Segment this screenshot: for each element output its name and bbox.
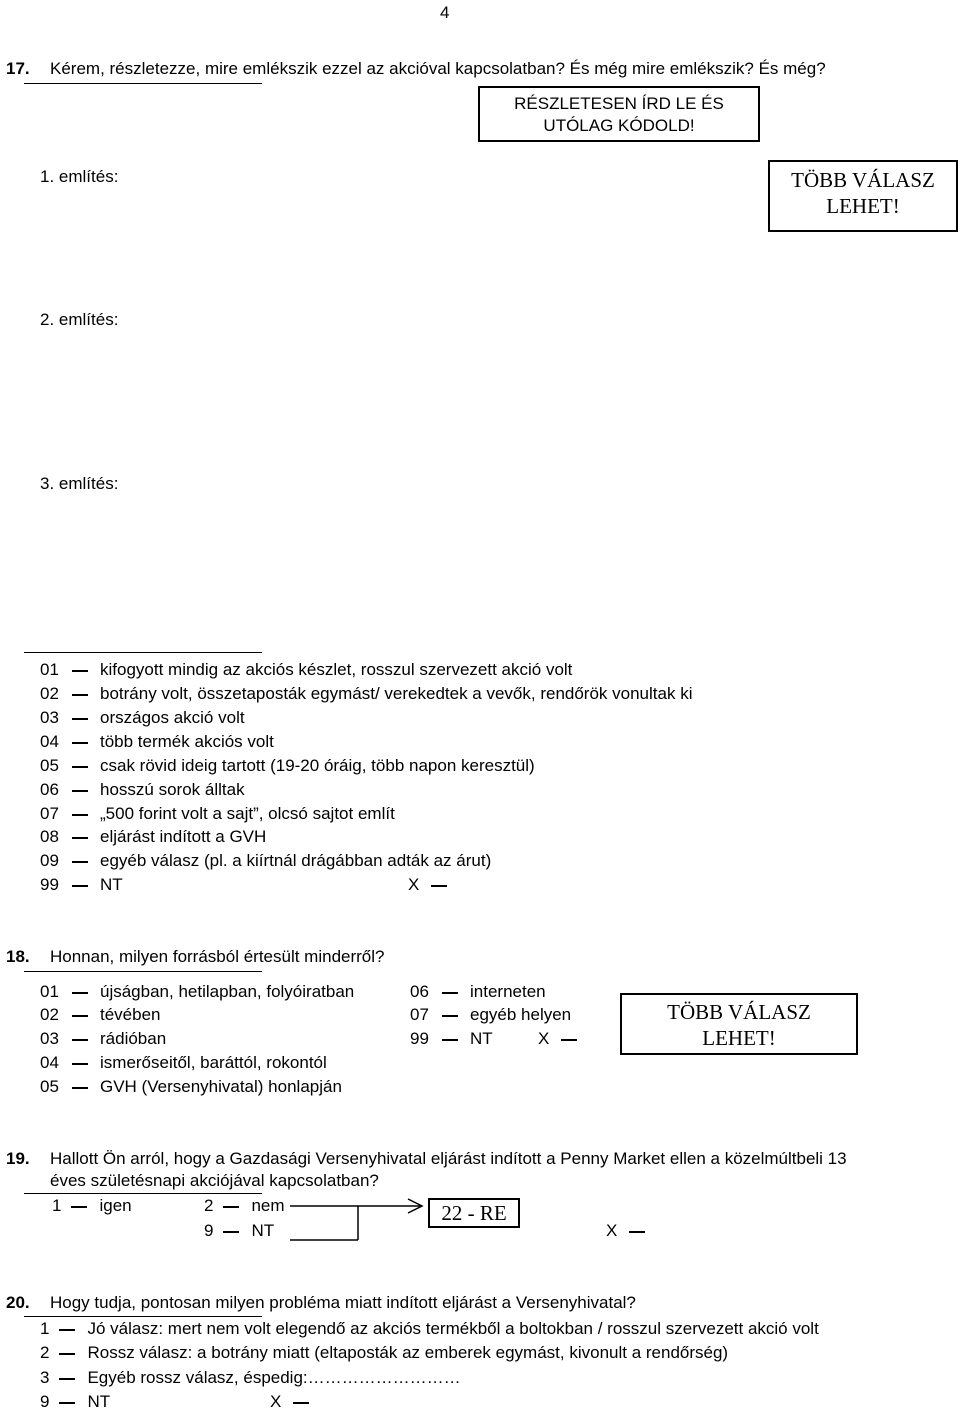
q17-instruction-line1: RÉSZLETESEN ÍRD LE ÉS — [514, 94, 724, 113]
dash-mark — [72, 718, 88, 720]
list-item: 01 kifogyott mindig az akciós készlet, rosszul szervezett akció volt — [40, 660, 573, 679]
q17-x-mark: X — [408, 876, 459, 893]
list-item: 01 újságban, hetilapban, folyóiratban — [40, 982, 355, 1001]
dash-mark — [442, 992, 458, 994]
q17-question: Kérem, részletezze, mire emlékszik ezzel az akcióval kapcsolatban? És még mire emlékszik? És még? — [50, 59, 826, 78]
dash-mark — [442, 1039, 458, 1041]
dash-mark — [72, 670, 88, 672]
skip-arrow-icon — [290, 1196, 430, 1246]
list-item: 07 egyéb helyen — [410, 1005, 572, 1024]
dash-mark — [629, 1231, 645, 1233]
dash-mark — [72, 814, 88, 816]
q19-x-mark: X — [606, 1222, 657, 1239]
list-item: 9 NT — [40, 1392, 111, 1411]
dash-mark — [72, 1087, 88, 1089]
list-item: 07 „500 forint volt a sajt”, olcsó sajtot említ — [40, 804, 395, 823]
dash-mark — [293, 1402, 309, 1404]
page-number: 4 — [440, 3, 450, 22]
list-item: 03 országos akció volt — [40, 708, 245, 727]
q19-option-nt: 9 NT — [204, 1221, 275, 1240]
q20-x-mark: X — [270, 1393, 321, 1410]
list-item: 06 hosszú sorok álltak — [40, 780, 245, 799]
dash-mark — [72, 766, 88, 768]
q19-underline — [24, 1193, 262, 1194]
dash-mark — [59, 1353, 75, 1355]
list-item: 1 Jó válasz: mert nem volt elegendő az akciós termékből a boltokban / rosszul szervezett akció volt — [40, 1319, 819, 1338]
dash-mark — [59, 1329, 75, 1331]
dash-mark — [72, 837, 88, 839]
q20-underline — [24, 1316, 262, 1317]
list-item: 02 botrány volt, összetaposták egymást/ verekedtek a vevők, rendőrök vonultak ki — [40, 684, 693, 703]
list-item: 05 csak rövid ideig tartott (19-20 óráig, több napon keresztül) — [40, 756, 535, 775]
mention-1-label: 1. említés: — [40, 167, 119, 186]
q17-underline — [24, 83, 262, 84]
dash-mark — [71, 1206, 87, 1208]
q17-answer-line — [24, 652, 262, 653]
dash-mark — [72, 1063, 88, 1065]
dash-mark — [442, 1015, 458, 1017]
dash-mark — [59, 1378, 75, 1380]
dash-mark — [72, 1039, 88, 1041]
dash-mark — [72, 885, 88, 887]
q19-option-yes: 1 igen — [52, 1196, 132, 1215]
dash-mark — [59, 1402, 75, 1404]
list-item: 06 interneten — [410, 982, 546, 1001]
q17-instruction-line2: UTÓLAG KÓDOLD! — [543, 116, 695, 135]
list-item: 2 Rossz válasz: a botrány miatt (eltaposták az emberek egymást, kivonult a rendőrség) — [40, 1343, 729, 1362]
q19-question-line1: Hallott Ön arról, hogy a Gazdasági Versenyhivatal eljárást indított a Penny Market ellen a közelmúltbeli 13 — [50, 1149, 847, 1168]
q18-x-mark: X — [538, 1030, 589, 1047]
list-item: 09 egyéb válasz (pl. a kiírtnál drágábban adták az árut) — [40, 851, 492, 870]
dash-mark — [72, 790, 88, 792]
q19-question-line2: éves születésnapi akciójával kapcsolatban? — [50, 1171, 379, 1190]
list-item: 04 ismerőseitől, baráttól, rokontól — [40, 1053, 327, 1072]
dash-mark — [72, 861, 88, 863]
list-item: 03 rádióban — [40, 1029, 167, 1048]
q20-number: 20. — [6, 1293, 30, 1312]
dash-mark — [72, 694, 88, 696]
list-item: 08 eljárást indított a GVH — [40, 827, 267, 846]
q18-question: Honnan, milyen forrásból értesült minderről? — [50, 947, 385, 966]
q17-multi-line2: LEHET! — [826, 194, 900, 218]
dash-mark — [72, 742, 88, 744]
mention-2-label: 2. említés: — [40, 310, 119, 329]
dash-mark — [72, 1015, 88, 1017]
q19-option-no: 2 nem — [204, 1196, 285, 1215]
list-item: 99 NT — [40, 875, 123, 894]
list-item: 04 több termék akciós volt — [40, 732, 274, 751]
dash-mark — [223, 1206, 239, 1208]
q20-question: Hogy tudja, pontosan milyen probléma miatt indított eljárást a Versenyhivatal? — [50, 1293, 636, 1312]
dash-mark — [72, 992, 88, 994]
dash-mark — [223, 1231, 239, 1233]
skip-instruction: 22 - RE — [441, 1201, 507, 1225]
list-item: 99 NT — [410, 1029, 493, 1048]
q17-number: 17. — [6, 59, 30, 78]
q17-multi-line1: TÖBB VÁLASZ — [791, 168, 935, 192]
q18-multi-line1: TÖBB VÁLASZ — [667, 1000, 811, 1024]
q18-number: 18. — [6, 947, 30, 966]
list-item: 3 Egyéb rossz válasz, éspedig:……………………… — [40, 1368, 461, 1387]
mention-3-label: 3. említés: — [40, 474, 119, 493]
q18-underline — [24, 971, 262, 972]
dash-mark — [431, 885, 447, 887]
q18-multi-line2: LEHET! — [702, 1026, 776, 1050]
list-item: 05 GVH (Versenyhivatal) honlapján — [40, 1077, 342, 1096]
list-item: 02 tévében — [40, 1005, 161, 1024]
dash-mark — [561, 1039, 577, 1041]
q19-number: 19. — [6, 1149, 30, 1168]
